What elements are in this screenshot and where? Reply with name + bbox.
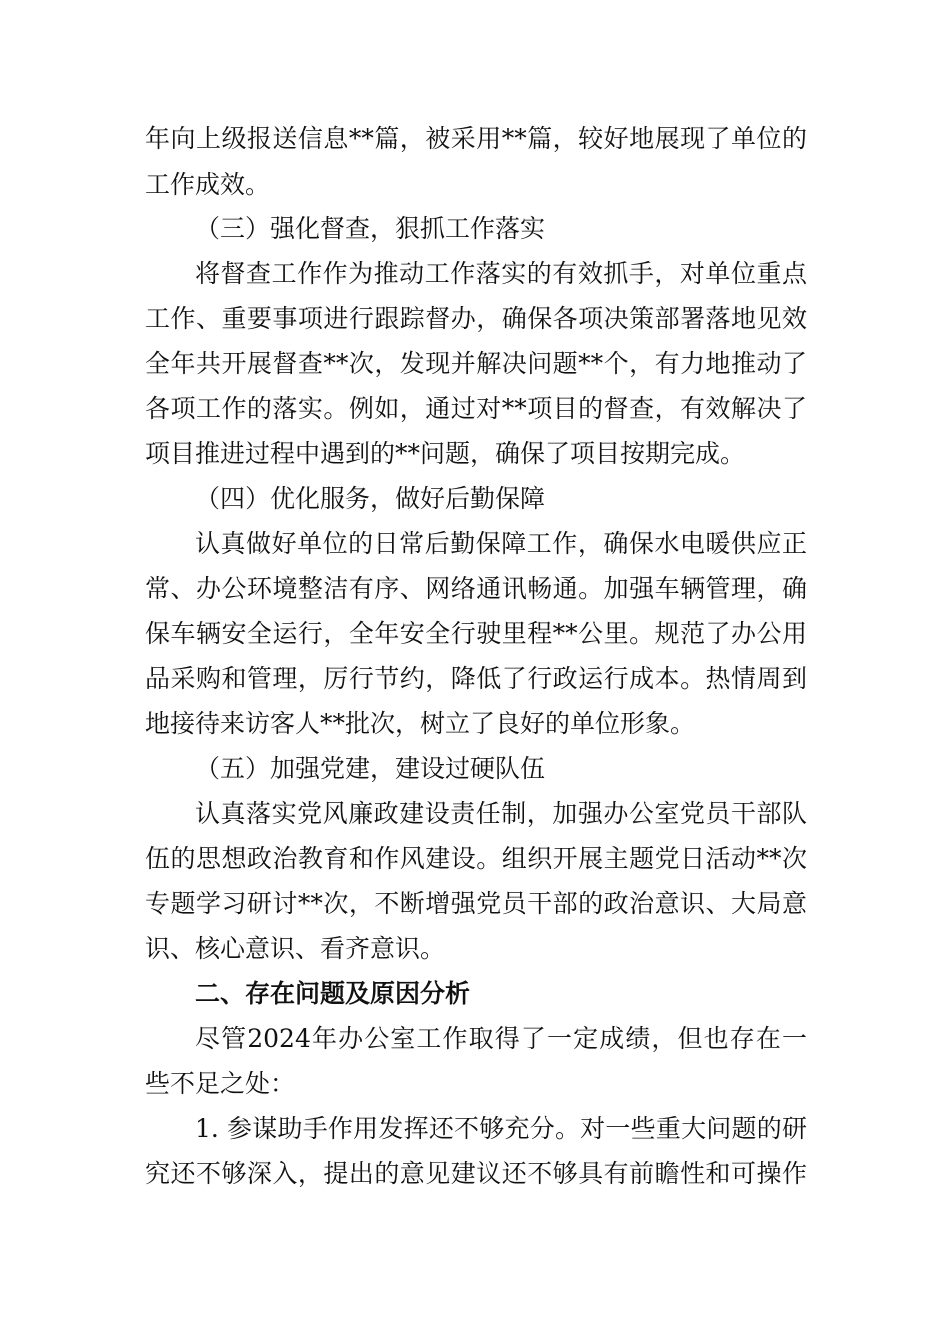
paragraph-line: 项目推进过程中遇到的**问题，确保了项目按期完成。: [145, 439, 746, 468]
paragraph-line: 1. 参谋助手作用发挥还不够充分。对一些重大问题的研: [195, 1114, 807, 1143]
paragraph-line: 将督查工作作为推动工作落实的有效抓手，对单位重点: [195, 259, 807, 288]
section-heading-3: （三）强化督查，狠抓工作落实: [195, 214, 546, 243]
paragraph-line: 各项工作的落实。例如，通过对**项目的督查，有效解决了: [145, 394, 807, 423]
section-heading-2: 二、存在问题及原因分析: [195, 979, 471, 1008]
paragraph-line: 年向上级报送信息**篇，被采用**篇，较好地展现了单位的: [145, 124, 807, 153]
paragraph-line: 工作、重要事项进行跟踪督办，确保各项决策部署落地见效: [145, 304, 807, 333]
section-heading-4: （四）优化服务，做好后勤保障: [195, 484, 546, 513]
paragraph-line: 专题学习研讨**次，不断增强党员干部的政治意识、大局意: [145, 889, 807, 918]
paragraph-line: 全年共开展督查**次，发现并解决问题**个，有力地推动了: [145, 349, 807, 378]
paragraph-line: 认真落实党风廉政建设责任制，加强办公室党员干部队: [195, 799, 807, 828]
paragraph-line: 究还不够深入，提出的意见建议还不够具有前瞻性和可操作: [145, 1159, 807, 1188]
paragraph-line: 尽管2024年办公室工作取得了一定成绩，但也存在一: [195, 1024, 807, 1053]
paragraph-line: 地接待来访客人**批次，树立了良好的单位形象。: [145, 709, 696, 738]
paragraph-line: 认真做好单位的日常后勤保障工作，确保水电暖供应正: [195, 529, 807, 558]
paragraph-line: 常、办公环境整洁有序、网络通讯畅通。加强车辆管理，确: [145, 574, 807, 603]
paragraph-line: 识、核心意识、看齐意识。: [145, 934, 446, 963]
paragraph-line: 伍的思想政治教育和作风建设。组织开展主题党日活动**次: [145, 844, 807, 873]
paragraph-line: 些不足之处：: [145, 1069, 296, 1098]
section-heading-5: （五）加强党建，建设过硬队伍: [195, 754, 546, 783]
paragraph-line: 保车辆安全运行，全年安全行驶里程**公里。规范了办公用: [145, 619, 807, 648]
paragraph-line: 工作成效。: [145, 170, 271, 199]
paragraph-line: 品采购和管理，厉行节约，降低了行政运行成本。热情周到: [145, 664, 807, 693]
